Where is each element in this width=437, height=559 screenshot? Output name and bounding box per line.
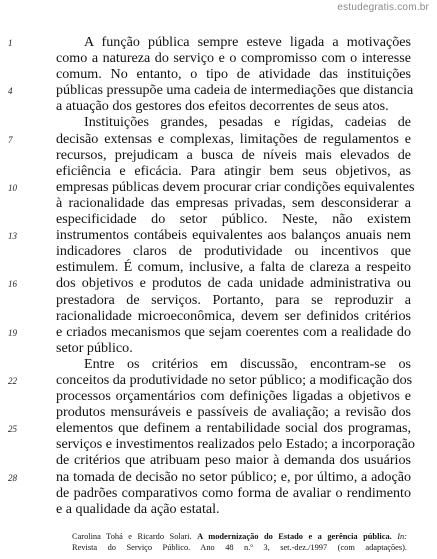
text-line [0, 308, 437, 324]
line-text: setor público. [56, 339, 133, 356]
line-text: e criados mecanismos que sejam coerentes com a realidade do [56, 323, 411, 340]
text-line [0, 372, 437, 388]
line-text: conceitos da produtividade no setor público; a modificação dos [56, 371, 413, 388]
text-line [0, 452, 437, 468]
line-text: estimulem. É comum, inclusive, a falta de clareza a respeito [56, 259, 411, 276]
text-line [0, 179, 437, 195]
text-line [0, 275, 437, 291]
text-line [0, 324, 437, 340]
line-text: e a qualidade da ação estatal. [56, 500, 220, 517]
text-line [0, 163, 437, 179]
line-text: instrumentos contábeis equivalentes aos balanços anuais nem [56, 227, 411, 244]
line-text: elementos que definem a rentabilidade social dos programas, [56, 420, 411, 437]
text-line [0, 66, 437, 82]
text-line [0, 501, 437, 517]
text-line [0, 131, 437, 147]
text-line [0, 469, 437, 485]
text-line [0, 50, 437, 66]
text-line [0, 404, 437, 420]
line-text: à racionalidade das empresas privadas, sem desconsiderar a [56, 194, 411, 211]
text-line [0, 485, 437, 501]
line-number: 16 [8, 279, 17, 290]
line-text: especificidade do setor público. Neste, não existem [56, 211, 411, 228]
text-line [0, 420, 437, 436]
citation-line-1 [72, 531, 407, 542]
citation-source: Revista do Serviço Público. Ano 48 n.º 3, set.-dez./1997 (com adaptações). [72, 543, 407, 552]
line-text: eficiência e eficácia. Para atingir bem seus objetivos, as [56, 162, 411, 179]
line-text: na tomada de decisão no setor público; e, por último, a adoção [56, 468, 411, 485]
text-line [0, 114, 437, 130]
line-text: de padrões comparativos como forma de avaliar o rendimento [56, 484, 411, 501]
line-text: empresas públicas devem procurar criar condições equivalentes [56, 178, 415, 195]
line-text: Entre os critérios em discussão, encontram-se os [84, 355, 411, 372]
line-text: como a natureza do serviço e o compromisso com o interesse [56, 50, 411, 67]
line-text: processos orçamentários com definições ligadas a objetivos e [56, 388, 411, 405]
text-line [0, 259, 437, 275]
line-text: de critérios que atribuam peso maior à demanda dos usuários [56, 452, 411, 469]
line-text: Instituições grandes, pesadas e rígidas, cadeias de [84, 114, 411, 131]
citation-authors: Carolina Tohá e Ricardo Solari. [72, 532, 192, 541]
line-text: serviços e investimentos realizados pelo Estado; a incorporação [56, 436, 415, 453]
line-text: racionalidade microeconômica, devem ser definidos critérios [56, 307, 411, 324]
line-text: públicas pressupõe uma cadeia de intermediações que distancia [56, 82, 414, 99]
line-text: decisão extensas e complexas, limitações de regulamentos e [56, 130, 411, 147]
document-body [0, 34, 437, 517]
line-text: dos objetivos e produtos de cada unidade administrativa ou [56, 275, 411, 292]
text-line [0, 436, 437, 452]
text-line [0, 340, 437, 356]
text-line [0, 243, 437, 259]
line-number: 4 [8, 86, 13, 97]
line-number: 10 [8, 182, 17, 193]
text-line [0, 292, 437, 308]
line-text: recursos, prejudicam a busca de níveis mais elevados de [56, 146, 411, 163]
text-line [0, 98, 437, 114]
line-text: comum. No entanto, o tipo de atividade das instituições [56, 66, 411, 83]
line-number: 7 [8, 134, 13, 145]
watermark: estudegratis.com.br [337, 2, 429, 13]
line-number: 25 [8, 424, 17, 435]
text-line [0, 195, 437, 211]
text-line [0, 34, 437, 50]
text-line [0, 211, 437, 227]
text-line [0, 356, 437, 372]
citation-in: In: [397, 532, 407, 541]
text-line [0, 388, 437, 404]
citation-title: A modernização do Estado e a gerência pública. [197, 532, 392, 541]
line-text: prestadora de serviços. Portanto, para se reproduzir a [56, 291, 411, 308]
line-text: A função pública sempre esteve ligada a motivações [84, 34, 411, 50]
text-line [0, 227, 437, 243]
line-number: 22 [8, 375, 17, 386]
line-number: 19 [8, 327, 17, 338]
text-line [0, 147, 437, 163]
line-text: a atuação dos gestores dos efeitos decorrentes de seus atos. [56, 98, 389, 115]
citation [72, 531, 407, 553]
text-line [0, 82, 437, 98]
line-number: 1 [8, 38, 13, 48]
line-number: 28 [8, 472, 17, 483]
line-text: indicadores claros de produtividade ou incentivos que [56, 243, 411, 260]
line-number: 13 [8, 231, 17, 242]
line-text: produtos mensuráveis e passíveis de avaliação; a revisão dos [56, 404, 411, 421]
